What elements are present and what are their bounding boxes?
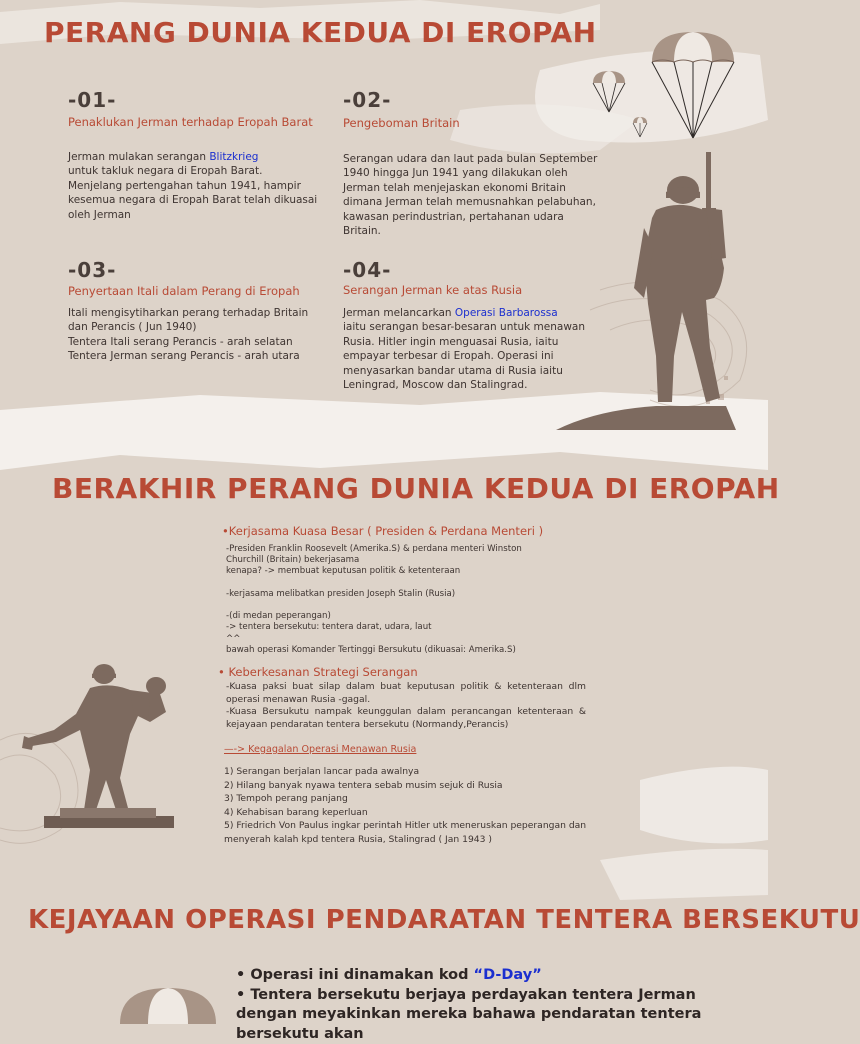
barbarossa-highlight: Operasi Barbarossa [455,307,558,319]
block-01-text-pre: Jerman mulakan serangan [68,151,209,163]
section-2-title: BERAKHIR PERANG DUNIA KEDUA DI EROPAH [52,472,780,505]
parachute-icon [592,70,626,114]
parachute-icon [648,30,738,142]
list-item: 3) Tempoh perang panjang [224,792,592,806]
point-1-lines [226,544,526,656]
block-04-text-post: iaitu serangan besar-besaran untuk menawan Rusia. Hitler ingin menguasai Rusia, iaitu empayar terbesar di Eropah. Operasi ini menyasarkan bandar utama di Rusia iaitu Leningrad, Moscow dan Stalingrad. [343,321,585,391]
block-03-subtitle: Penyertaan Itali dalam Perang di Eropah [68,285,338,298]
block-04-number: -04- [343,258,391,282]
point-1-line: -(di medan peperangan) [226,611,526,622]
failure-list [224,765,592,847]
parachute-icon [118,986,218,1024]
point-1-line: Churchill (Britain) bekerjasama [226,555,526,566]
page-title: PERANG DUNIA KEDUA DI EROPAH [44,16,597,49]
section-3-title: KEJAYAAN OPERASI PENDARATAN TENTERA BERSEKUTU [28,905,860,935]
failure-russia-link[interactable]: —-> Kegagalan Operasi Menawan Rusia [224,744,416,755]
block-04-subtitle: Serangan Jerman ke atas Rusia [343,284,603,297]
point-1-line: -> tentera bersekutu: tentera darat, udara, laut [226,622,526,633]
list-item: 5) Friedrich Von Paulus ingkar perintah Hitler utk meneruskan peperangan dan menyerah kalah kpd tentera Rusia, Stalingrad ( Jan 1943 ) [224,819,592,846]
block-01-number: -01- [68,88,116,112]
d-day-bullet-text: • Operasi ini dinamakan kod [236,967,474,983]
blitzkrieg-highlight: Blitzkrieg [209,151,258,163]
point-1-line: ^^ [226,634,526,645]
point-1-line: -Presiden Franklin Roosevelt (Amerika.S) & perdana menteri Winston [226,544,526,555]
block-01-subtitle: Penaklukan Jerman terhadap Eropah Barat [68,116,318,129]
point-2-title: • Keberkesanan Strategi Serangan [218,665,418,679]
point-1-title: •Kerjasama Kuasa Besar ( Presiden & Perdana Menteri ) [222,524,543,538]
d-day-highlight: “D-Day” [474,967,542,983]
d-day-bullet [236,966,736,986]
list-item: 4) Kehabisan barang keperluan [224,806,592,820]
parachute-icon [632,116,648,138]
point-2-text: -Kuasa paksi buat silap dalam buat keputusan politik & ketenteraan dlm operasi menawan Rusia -gagal. -Kuasa Bersukutu nampak keunggulan dalam perancangan ketenteraan & kejayaan pendaratan tentera bersekutu (Normandy,Perancis) [226,681,586,731]
block-01-text [68,150,318,222]
block-03-text: Itali mengisytiharkan perang terhadap Britain dan Perancis ( Jun 1940) Tentera Itali serang Perancis - arah selatan Tentera Jerman serang Perancis - arah utara [68,306,328,364]
point-1-line: -kerjasama melibatkan presiden Joseph Stalin (Rusia) [226,589,526,600]
list-item: 1) Serangan berjalan lancar pada awalnya [224,765,592,779]
block-04-text-pre: Jerman melancarkan [343,307,455,319]
block-02-number: -02- [343,88,391,112]
block-02-subtitle: Pengeboman Britain [343,117,603,130]
block-01-text-post: untuk takluk negara di Eropah Barat. Menjelang pertengahan tahun 1941, hampir kesemua negara di Eropah Barat telah dikuasai oleh Jerman [68,165,317,220]
point-1-line: kenapa? -> membuat keputusan politik & ketenteraan [226,566,526,577]
soldier-carrying-statue-icon [20,660,180,840]
section-3-bullets [236,966,736,1044]
list-item: 2) Hilang banyak nyawa tentera sebab musim sejuk di Rusia [224,779,592,793]
block-03-number: -03- [68,258,116,282]
point-1-line: bawah operasi Komander Tertinggi Bersukutu (dikuasai: Amerika.S) [226,645,526,656]
block-02-text: Serangan udara dan laut pada bulan September 1940 hingga Jun 1941 yang dilakukan oleh Jerman telah menjejaskan ekonomi Britain dimana Jerman telah memusnahkan pelabuhan, kawasan perindustrian, pertahanan udara Britain. [343,152,605,238]
deception-bullet: • Tentera bersekutu berjaya perdayakan tentera Jerman dengan meyakinkan mereka bahawa pendaratan tentera bersekutu akan [236,986,736,1044]
block-04-text [343,306,605,392]
